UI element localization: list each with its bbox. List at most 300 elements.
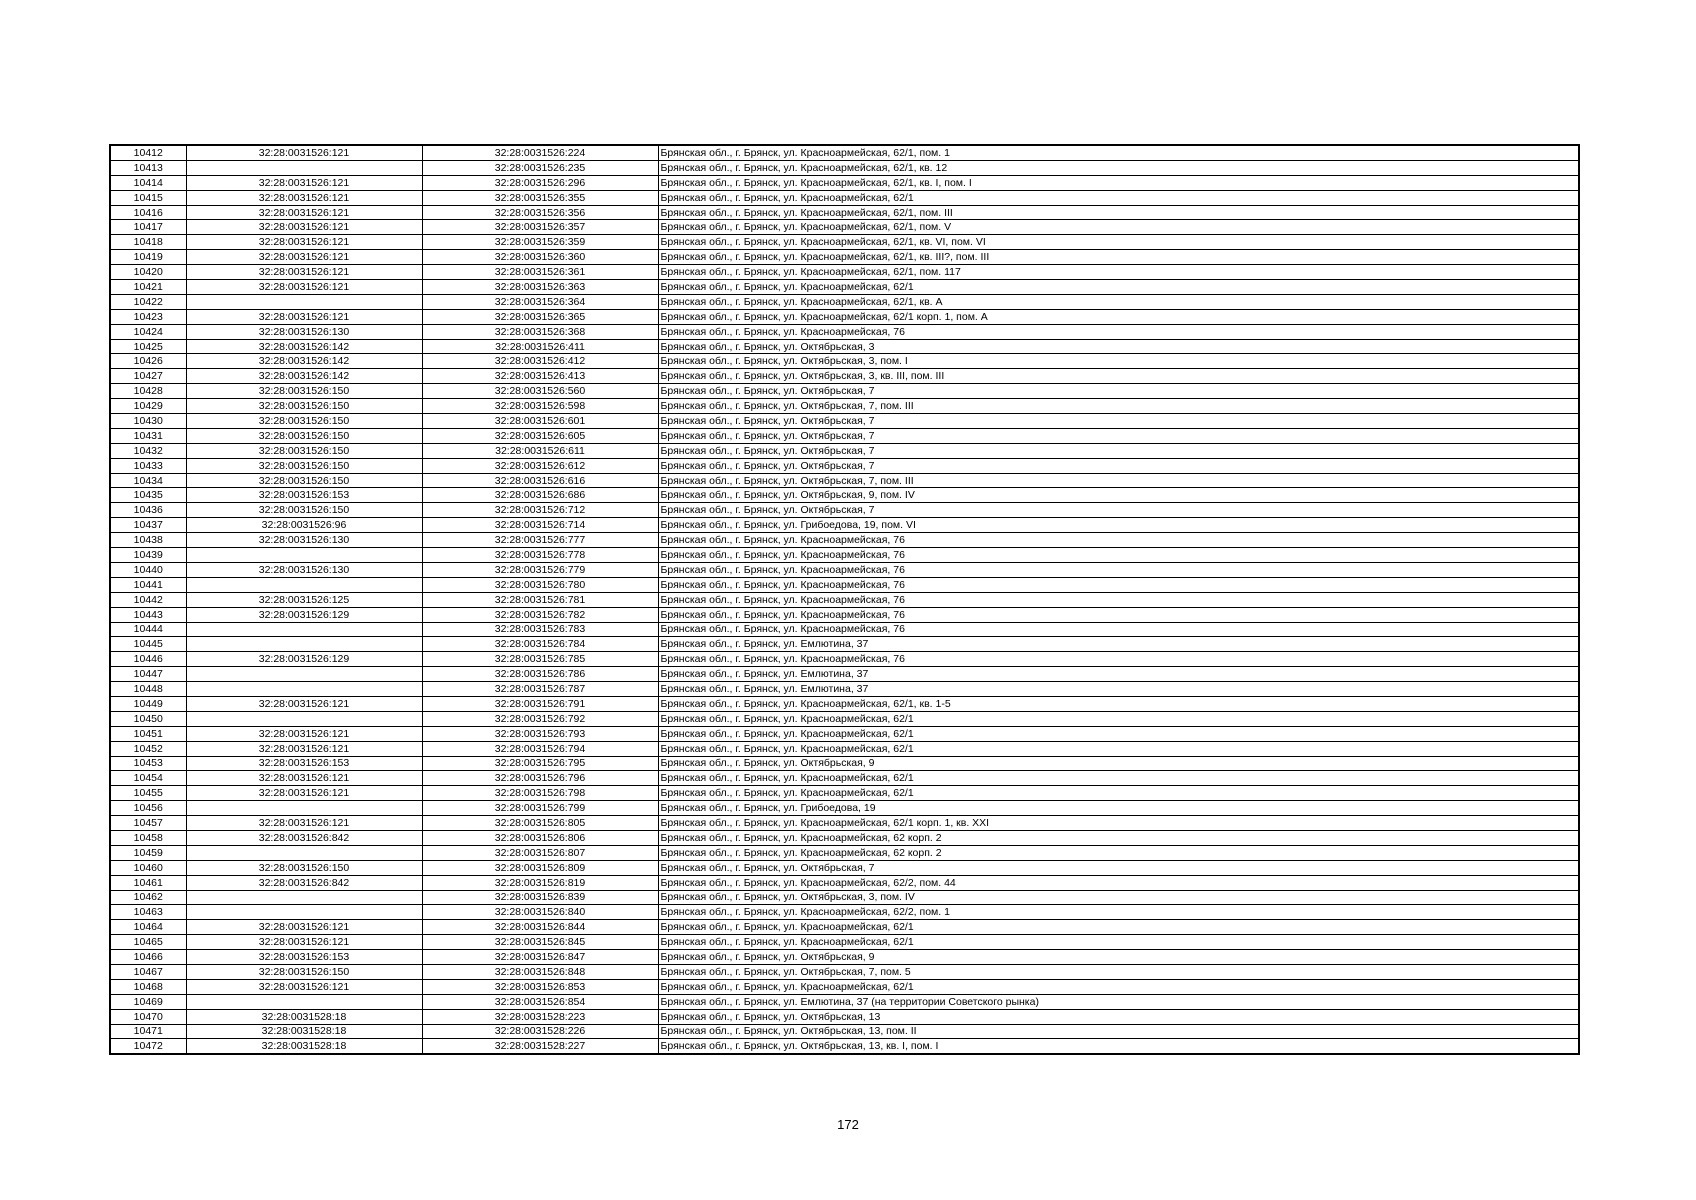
parent-cadastral-cell: 32:28:0031526:842 bbox=[186, 830, 422, 845]
cadastral-number-cell: 32:28:0031526:854 bbox=[422, 994, 658, 1009]
address-cell: Брянская обл., г. Брянск, ул. Октябрьская, 7 bbox=[658, 384, 1579, 399]
parent-cadastral-cell: 32:28:0031526:150 bbox=[186, 860, 422, 875]
parent-cadastral-cell: 32:28:0031526:129 bbox=[186, 652, 422, 667]
cadastral-number-cell: 32:28:0031528:227 bbox=[422, 1039, 658, 1054]
table-row bbox=[110, 428, 1579, 443]
table-row bbox=[110, 1039, 1579, 1054]
parent-cadastral-cell: 32:28:0031526:150 bbox=[186, 428, 422, 443]
cadastral-number-cell: 32:28:0031526:560 bbox=[422, 384, 658, 399]
row-number-cell: 10445 bbox=[110, 637, 186, 652]
parent-cadastral-cell bbox=[186, 994, 422, 1009]
table-row bbox=[110, 816, 1579, 831]
cadastral-number-cell: 32:28:0031526:412 bbox=[422, 354, 658, 369]
table-row bbox=[110, 160, 1579, 175]
table-row bbox=[110, 667, 1579, 682]
address-cell: Брянская обл., г. Брянск, ул. Красноармейская, 62/1, пом. 1 bbox=[658, 145, 1579, 160]
cadastral-number-cell: 32:28:0031526:781 bbox=[422, 592, 658, 607]
address-cell: Брянская обл., г. Брянск, ул. Емлютина, 37 (на территории Советского рынка) bbox=[658, 994, 1579, 1009]
row-number-cell: 10455 bbox=[110, 786, 186, 801]
cadastral-number-cell: 32:28:0031526:611 bbox=[422, 443, 658, 458]
parent-cadastral-cell: 32:28:0031528:18 bbox=[186, 1024, 422, 1039]
table-row bbox=[110, 488, 1579, 503]
address-cell: Брянская обл., г. Брянск, ул. Октябрьская, 3, кв. III, пом. III bbox=[658, 369, 1579, 384]
row-number-cell: 10421 bbox=[110, 280, 186, 295]
table-row bbox=[110, 399, 1579, 414]
row-number-cell: 10427 bbox=[110, 369, 186, 384]
table-row bbox=[110, 756, 1579, 771]
address-cell: Брянская обл., г. Брянск, ул. Красноармейская, 62/1 bbox=[658, 935, 1579, 950]
row-number-cell: 10449 bbox=[110, 696, 186, 711]
address-cell: Брянская обл., г. Брянск, ул. Октябрьская, 7 bbox=[658, 503, 1579, 518]
table-row bbox=[110, 830, 1579, 845]
parent-cadastral-cell: 32:28:0031526:121 bbox=[186, 190, 422, 205]
table-row bbox=[110, 384, 1579, 399]
table-row bbox=[110, 994, 1579, 1009]
row-number-cell: 10460 bbox=[110, 860, 186, 875]
row-number-cell: 10466 bbox=[110, 950, 186, 965]
table-row bbox=[110, 920, 1579, 935]
address-cell: Брянская обл., г. Брянск, ул. Красноармейская, 62 корп. 2 bbox=[658, 830, 1579, 845]
row-number-cell: 10430 bbox=[110, 414, 186, 429]
parent-cadastral-cell: 32:28:0031526:121 bbox=[186, 175, 422, 190]
table-row bbox=[110, 577, 1579, 592]
cadastral-number-cell: 32:28:0031526:360 bbox=[422, 250, 658, 265]
row-number-cell: 10432 bbox=[110, 443, 186, 458]
address-cell: Брянская обл., г. Брянск, ул. Октябрьская, 3 bbox=[658, 339, 1579, 354]
row-number-cell: 10458 bbox=[110, 830, 186, 845]
row-number-cell: 10472 bbox=[110, 1039, 186, 1054]
row-number-cell: 10437 bbox=[110, 518, 186, 533]
row-number-cell: 10463 bbox=[110, 905, 186, 920]
parent-cadastral-cell bbox=[186, 548, 422, 563]
table-row bbox=[110, 935, 1579, 950]
cadastral-number-cell: 32:28:0031526:224 bbox=[422, 145, 658, 160]
row-number-cell: 10467 bbox=[110, 964, 186, 979]
row-number-cell: 10436 bbox=[110, 503, 186, 518]
cadastral-number-cell: 32:28:0031526:365 bbox=[422, 309, 658, 324]
row-number-cell: 10446 bbox=[110, 652, 186, 667]
parent-cadastral-cell: 32:28:0031526:150 bbox=[186, 399, 422, 414]
row-number-cell: 10418 bbox=[110, 235, 186, 250]
table-body bbox=[110, 145, 1579, 1054]
row-number-cell: 10438 bbox=[110, 533, 186, 548]
cadastral-number-cell: 32:28:0031526:411 bbox=[422, 339, 658, 354]
address-cell: Брянская обл., г. Брянск, ул. Октябрьская, 7 bbox=[658, 860, 1579, 875]
parent-cadastral-cell: 32:28:0031526:150 bbox=[186, 473, 422, 488]
address-cell: Брянская обл., г. Брянск, ул. Красноармейская, 62/1 bbox=[658, 711, 1579, 726]
row-number-cell: 10422 bbox=[110, 294, 186, 309]
row-number-cell: 10465 bbox=[110, 935, 186, 950]
row-number-cell: 10469 bbox=[110, 994, 186, 1009]
table-row bbox=[110, 607, 1579, 622]
table-row bbox=[110, 235, 1579, 250]
cadastral-number-cell: 32:28:0031526:795 bbox=[422, 756, 658, 771]
address-cell: Брянская обл., г. Брянск, ул. Красноармейская, 62/1, пом. III bbox=[658, 205, 1579, 220]
table-row bbox=[110, 890, 1579, 905]
row-number-cell: 10429 bbox=[110, 399, 186, 414]
cadastral-number-cell: 32:28:0031526:686 bbox=[422, 488, 658, 503]
address-cell: Брянская обл., г. Брянск, ул. Октябрьская, 13, кв. I, пом. I bbox=[658, 1039, 1579, 1054]
table-row bbox=[110, 622, 1579, 637]
table-row bbox=[110, 771, 1579, 786]
parent-cadastral-cell: 32:28:0031526:121 bbox=[186, 309, 422, 324]
row-number-cell: 10439 bbox=[110, 548, 186, 563]
address-cell: Брянская обл., г. Брянск, ул. Красноармейская, 62/1 bbox=[658, 920, 1579, 935]
parent-cadastral-cell: 32:28:0031526:121 bbox=[186, 145, 422, 160]
address-cell: Брянская обл., г. Брянск, ул. Красноармейская, 76 bbox=[658, 577, 1579, 592]
parent-cadastral-cell: 32:28:0031526:121 bbox=[186, 935, 422, 950]
address-cell: Брянская обл., г. Брянск, ул. Красноармейская, 76 bbox=[658, 562, 1579, 577]
row-number-cell: 10462 bbox=[110, 890, 186, 905]
table-row bbox=[110, 265, 1579, 280]
parent-cadastral-cell: 32:28:0031526:125 bbox=[186, 592, 422, 607]
parent-cadastral-cell: 32:28:0031528:18 bbox=[186, 1039, 422, 1054]
cadastral-number-cell: 32:28:0031526:799 bbox=[422, 801, 658, 816]
address-cell: Брянская обл., г. Брянск, ул. Красноармейская, 62/1, пом. V bbox=[658, 220, 1579, 235]
table-row bbox=[110, 473, 1579, 488]
row-number-cell: 10428 bbox=[110, 384, 186, 399]
table-row bbox=[110, 696, 1579, 711]
cadastral-number-cell: 32:28:0031526:616 bbox=[422, 473, 658, 488]
address-cell: Брянская обл., г. Брянск, ул. Октябрьская, 3, пом. IV bbox=[658, 890, 1579, 905]
address-cell: Брянская обл., г. Брянск, ул. Красноармейская, 76 bbox=[658, 652, 1579, 667]
row-number-cell: 10423 bbox=[110, 309, 186, 324]
parent-cadastral-cell: 32:28:0031528:18 bbox=[186, 1009, 422, 1024]
row-number-cell: 10471 bbox=[110, 1024, 186, 1039]
parent-cadastral-cell: 32:28:0031526:150 bbox=[186, 414, 422, 429]
row-number-cell: 10452 bbox=[110, 741, 186, 756]
row-number-cell: 10441 bbox=[110, 577, 186, 592]
cadastral-number-cell: 32:28:0031526:779 bbox=[422, 562, 658, 577]
address-cell: Брянская обл., г. Брянск, ул. Октябрьская, 9, пом. IV bbox=[658, 488, 1579, 503]
table-row bbox=[110, 369, 1579, 384]
parent-cadastral-cell: 32:28:0031526:121 bbox=[186, 235, 422, 250]
table-row bbox=[110, 652, 1579, 667]
cadastral-number-cell: 32:28:0031526:806 bbox=[422, 830, 658, 845]
parent-cadastral-cell: 32:28:0031526:842 bbox=[186, 875, 422, 890]
cadastral-number-cell: 32:28:0031526:853 bbox=[422, 979, 658, 994]
parent-cadastral-cell: 32:28:0031526:142 bbox=[186, 339, 422, 354]
cadastral-number-cell: 32:28:0031526:357 bbox=[422, 220, 658, 235]
cadastral-number-cell: 32:28:0031526:235 bbox=[422, 160, 658, 175]
table-row bbox=[110, 860, 1579, 875]
cadastral-number-cell: 32:28:0031526:839 bbox=[422, 890, 658, 905]
cadastral-number-cell: 32:28:0031526:794 bbox=[422, 741, 658, 756]
table-row bbox=[110, 309, 1579, 324]
parent-cadastral-cell bbox=[186, 905, 422, 920]
parent-cadastral-cell: 32:28:0031526:129 bbox=[186, 607, 422, 622]
parent-cadastral-cell: 32:28:0031526:96 bbox=[186, 518, 422, 533]
table-row bbox=[110, 518, 1579, 533]
row-number-cell: 10412 bbox=[110, 145, 186, 160]
cadastral-number-cell: 32:28:0031526:783 bbox=[422, 622, 658, 637]
parent-cadastral-cell: 32:28:0031526:121 bbox=[186, 696, 422, 711]
row-number-cell: 10448 bbox=[110, 682, 186, 697]
address-cell: Брянская обл., г. Брянск, ул. Красноармейская, 62/1, кв. 12 bbox=[658, 160, 1579, 175]
table-row bbox=[110, 950, 1579, 965]
parent-cadastral-cell: 32:28:0031526:121 bbox=[186, 265, 422, 280]
cadastral-number-cell: 32:28:0031526:363 bbox=[422, 280, 658, 295]
address-cell: Брянская обл., г. Брянск, ул. Емлютина, 37 bbox=[658, 637, 1579, 652]
parent-cadastral-cell: 32:28:0031526:121 bbox=[186, 280, 422, 295]
row-number-cell: 10456 bbox=[110, 801, 186, 816]
cadastral-number-cell: 32:28:0031526:796 bbox=[422, 771, 658, 786]
parent-cadastral-cell: 32:28:0031526:150 bbox=[186, 458, 422, 473]
parent-cadastral-cell: 32:28:0031526:150 bbox=[186, 384, 422, 399]
address-cell: Брянская обл., г. Брянск, ул. Красноармейская, 62/1, кв. А bbox=[658, 294, 1579, 309]
table-row bbox=[110, 875, 1579, 890]
cadastral-number-cell: 32:28:0031526:355 bbox=[422, 190, 658, 205]
table-row bbox=[110, 905, 1579, 920]
address-cell: Брянская обл., г. Брянск, ул. Октябрьская, 9 bbox=[658, 950, 1579, 965]
parent-cadastral-cell: 32:28:0031526:121 bbox=[186, 771, 422, 786]
parent-cadastral-cell: 32:28:0031526:153 bbox=[186, 756, 422, 771]
parent-cadastral-cell: 32:28:0031526:121 bbox=[186, 786, 422, 801]
table-row bbox=[110, 741, 1579, 756]
cadastral-number-cell: 32:28:0031526:791 bbox=[422, 696, 658, 711]
parent-cadastral-cell: 32:28:0031526:121 bbox=[186, 979, 422, 994]
table-row bbox=[110, 548, 1579, 563]
parent-cadastral-cell bbox=[186, 682, 422, 697]
table-row bbox=[110, 458, 1579, 473]
parent-cadastral-cell: 32:28:0031526:142 bbox=[186, 369, 422, 384]
address-cell: Брянская обл., г. Брянск, ул. Красноармейская, 62/1 bbox=[658, 726, 1579, 741]
address-cell: Брянская обл., г. Брянск, ул. Красноармейская, 62/1 bbox=[658, 741, 1579, 756]
row-number-cell: 10425 bbox=[110, 339, 186, 354]
address-cell: Брянская обл., г. Брянск, ул. Октябрьская, 13, пом. II bbox=[658, 1024, 1579, 1039]
parent-cadastral-cell: 32:28:0031526:150 bbox=[186, 443, 422, 458]
address-cell: Брянская обл., г. Брянск, ул. Октябрьская, 7 bbox=[658, 428, 1579, 443]
address-cell: Брянская обл., г. Брянск, ул. Октябрьская, 7 bbox=[658, 458, 1579, 473]
address-cell: Брянская обл., г. Брянск, ул. Красноармейская, 62/1 bbox=[658, 280, 1579, 295]
cadastral-number-cell: 32:28:0031526:809 bbox=[422, 860, 658, 875]
cadastral-number-cell: 32:28:0031526:605 bbox=[422, 428, 658, 443]
address-cell: Брянская обл., г. Брянск, ул. Красноармейская, 76 bbox=[658, 548, 1579, 563]
parent-cadastral-cell: 32:28:0031526:121 bbox=[186, 816, 422, 831]
table-row bbox=[110, 1009, 1579, 1024]
cadastral-number-cell: 32:28:0031526:777 bbox=[422, 533, 658, 548]
cadastral-number-cell: 32:28:0031526:361 bbox=[422, 265, 658, 280]
row-number-cell: 10443 bbox=[110, 607, 186, 622]
row-number-cell: 10416 bbox=[110, 205, 186, 220]
row-number-cell: 10459 bbox=[110, 845, 186, 860]
address-cell: Брянская обл., г. Брянск, ул. Красноармейская, 76 bbox=[658, 622, 1579, 637]
row-number-cell: 10424 bbox=[110, 324, 186, 339]
row-number-cell: 10415 bbox=[110, 190, 186, 205]
row-number-cell: 10413 bbox=[110, 160, 186, 175]
row-number-cell: 10420 bbox=[110, 265, 186, 280]
cadastral-number-cell: 32:28:0031526:784 bbox=[422, 637, 658, 652]
parent-cadastral-cell bbox=[186, 294, 422, 309]
table-row bbox=[110, 503, 1579, 518]
row-number-cell: 10442 bbox=[110, 592, 186, 607]
row-number-cell: 10434 bbox=[110, 473, 186, 488]
address-cell: Брянская обл., г. Брянск, ул. Красноармейская, 62 корп. 2 bbox=[658, 845, 1579, 860]
row-number-cell: 10457 bbox=[110, 816, 186, 831]
cadastral-number-cell: 32:28:0031526:413 bbox=[422, 369, 658, 384]
address-cell: Брянская обл., г. Брянск, ул. Октябрьская, 13 bbox=[658, 1009, 1579, 1024]
row-number-cell: 10450 bbox=[110, 711, 186, 726]
parent-cadastral-cell: 32:28:0031526:142 bbox=[186, 354, 422, 369]
address-cell: Брянская обл., г. Брянск, ул. Красноармейская, 76 bbox=[658, 533, 1579, 548]
parent-cadastral-cell: 32:28:0031526:121 bbox=[186, 205, 422, 220]
address-cell: Брянская обл., г. Брянск, ул. Красноармейская, 62/2, пом. 1 bbox=[658, 905, 1579, 920]
cadastral-number-cell: 32:28:0031526:819 bbox=[422, 875, 658, 890]
cadastral-number-cell: 32:28:0031526:356 bbox=[422, 205, 658, 220]
cadastral-number-cell: 32:28:0031526:296 bbox=[422, 175, 658, 190]
row-number-cell: 10444 bbox=[110, 622, 186, 637]
cadastral-number-cell: 32:28:0031526:786 bbox=[422, 667, 658, 682]
cadastral-number-cell: 32:28:0031526:845 bbox=[422, 935, 658, 950]
cadastral-number-cell: 32:28:0031526:359 bbox=[422, 235, 658, 250]
cadastral-number-cell: 32:28:0031526:840 bbox=[422, 905, 658, 920]
address-cell: Брянская обл., г. Брянск, ул. Красноармейская, 62/1, кв. I, пом. I bbox=[658, 175, 1579, 190]
parent-cadastral-cell: 32:28:0031526:121 bbox=[186, 741, 422, 756]
address-cell: Брянская обл., г. Брянск, ул. Красноармейская, 62/1, пом. 117 bbox=[658, 265, 1579, 280]
table-row bbox=[110, 592, 1579, 607]
parent-cadastral-cell bbox=[186, 160, 422, 175]
address-cell: Брянская обл., г. Брянск, ул. Грибоедова, 19 bbox=[658, 801, 1579, 816]
row-number-cell: 10451 bbox=[110, 726, 186, 741]
table-row bbox=[110, 726, 1579, 741]
address-cell: Брянская обл., г. Брянск, ул. Красноармейская, 76 bbox=[658, 592, 1579, 607]
parent-cadastral-cell bbox=[186, 577, 422, 592]
row-number-cell: 10470 bbox=[110, 1009, 186, 1024]
row-number-cell: 10454 bbox=[110, 771, 186, 786]
table-row bbox=[110, 175, 1579, 190]
address-cell: Брянская обл., г. Брянск, ул. Красноармейская, 62/1 bbox=[658, 979, 1579, 994]
cadastral-number-cell: 32:28:0031526:780 bbox=[422, 577, 658, 592]
address-cell: Брянская обл., г. Брянск, ул. Емлютина, 37 bbox=[658, 682, 1579, 697]
table-row bbox=[110, 1024, 1579, 1039]
cadastral-number-cell: 32:28:0031526:714 bbox=[422, 518, 658, 533]
row-number-cell: 10468 bbox=[110, 979, 186, 994]
table-row bbox=[110, 562, 1579, 577]
parent-cadastral-cell: 32:28:0031526:121 bbox=[186, 726, 422, 741]
parent-cadastral-cell bbox=[186, 890, 422, 905]
address-cell: Брянская обл., г. Брянск, ул. Октябрьская, 9 bbox=[658, 756, 1579, 771]
address-cell: Брянская обл., г. Брянск, ул. Красноармейская, 62/1 корп. 1, пом. А bbox=[658, 309, 1579, 324]
address-cell: Брянская обл., г. Брянск, ул. Красноармейская, 62/1 bbox=[658, 786, 1579, 801]
parent-cadastral-cell: 32:28:0031526:153 bbox=[186, 950, 422, 965]
cadastral-number-cell: 32:28:0031526:782 bbox=[422, 607, 658, 622]
table-row bbox=[110, 964, 1579, 979]
cadastral-number-cell: 32:28:0031526:601 bbox=[422, 414, 658, 429]
cadastral-number-cell: 32:28:0031528:223 bbox=[422, 1009, 658, 1024]
table-row bbox=[110, 682, 1579, 697]
row-number-cell: 10453 bbox=[110, 756, 186, 771]
address-cell: Брянская обл., г. Брянск, ул. Красноармейская, 76 bbox=[658, 607, 1579, 622]
parent-cadastral-cell bbox=[186, 637, 422, 652]
table-row bbox=[110, 145, 1579, 160]
cadastral-table bbox=[109, 144, 1580, 1055]
table-row bbox=[110, 280, 1579, 295]
table-row bbox=[110, 533, 1579, 548]
parent-cadastral-cell bbox=[186, 801, 422, 816]
row-number-cell: 10461 bbox=[110, 875, 186, 890]
parent-cadastral-cell: 32:28:0031526:130 bbox=[186, 324, 422, 339]
cadastral-number-cell: 32:28:0031526:847 bbox=[422, 950, 658, 965]
table-row bbox=[110, 637, 1579, 652]
table-row bbox=[110, 979, 1579, 994]
address-cell: Брянская обл., г. Брянск, ул. Октябрьская, 7 bbox=[658, 414, 1579, 429]
cadastral-number-cell: 32:28:0031528:226 bbox=[422, 1024, 658, 1039]
parent-cadastral-cell bbox=[186, 845, 422, 860]
table-row bbox=[110, 190, 1579, 205]
address-cell: Брянская обл., г. Брянск, ул. Красноармейская, 62/2, пом. 44 bbox=[658, 875, 1579, 890]
parent-cadastral-cell: 32:28:0031526:121 bbox=[186, 920, 422, 935]
row-number-cell: 10419 bbox=[110, 250, 186, 265]
row-number-cell: 10447 bbox=[110, 667, 186, 682]
parent-cadastral-cell: 32:28:0031526:150 bbox=[186, 964, 422, 979]
address-cell: Брянская обл., г. Брянск, ул. Октябрьская, 7, пом. III bbox=[658, 473, 1579, 488]
table-row bbox=[110, 294, 1579, 309]
cadastral-number-cell: 32:28:0031526:598 bbox=[422, 399, 658, 414]
row-number-cell: 10426 bbox=[110, 354, 186, 369]
table-row bbox=[110, 205, 1579, 220]
row-number-cell: 10464 bbox=[110, 920, 186, 935]
address-cell: Брянская обл., г. Брянск, ул. Грибоедова, 19, пом. VI bbox=[658, 518, 1579, 533]
parent-cadastral-cell bbox=[186, 667, 422, 682]
table-row bbox=[110, 220, 1579, 235]
parent-cadastral-cell: 32:28:0031526:153 bbox=[186, 488, 422, 503]
table-row bbox=[110, 443, 1579, 458]
address-cell: Брянская обл., г. Брянск, ул. Красноармейская, 62/1, кв. VI, пом. VI bbox=[658, 235, 1579, 250]
address-cell: Брянская обл., г. Брянск, ул. Красноармейская, 76 bbox=[658, 324, 1579, 339]
address-cell: Брянская обл., г. Брянск, ул. Красноармейская, 62/1, кв. III?, пом. III bbox=[658, 250, 1579, 265]
table-row bbox=[110, 845, 1579, 860]
row-number-cell: 10433 bbox=[110, 458, 186, 473]
parent-cadastral-cell: 32:28:0031526:130 bbox=[186, 562, 422, 577]
cadastral-number-cell: 32:28:0031526:798 bbox=[422, 786, 658, 801]
address-cell: Брянская обл., г. Брянск, ул. Емлютина, 37 bbox=[658, 667, 1579, 682]
address-cell: Брянская обл., г. Брянск, ул. Октябрьская, 7 bbox=[658, 443, 1579, 458]
table-row bbox=[110, 711, 1579, 726]
table-row bbox=[110, 324, 1579, 339]
cadastral-number-cell: 32:28:0031526:368 bbox=[422, 324, 658, 339]
address-cell: Брянская обл., г. Брянск, ул. Красноармейская, 62/1 корп. 1, кв. XXI bbox=[658, 816, 1579, 831]
row-number-cell: 10431 bbox=[110, 428, 186, 443]
cadastral-number-cell: 32:28:0031526:805 bbox=[422, 816, 658, 831]
table-row bbox=[110, 250, 1579, 265]
parent-cadastral-cell: 32:28:0031526:121 bbox=[186, 220, 422, 235]
cadastral-number-cell: 32:28:0031526:793 bbox=[422, 726, 658, 741]
address-cell: Брянская обл., г. Брянск, ул. Октябрьская, 7, пом. III bbox=[658, 399, 1579, 414]
cadastral-number-cell: 32:28:0031526:807 bbox=[422, 845, 658, 860]
address-cell: Брянская обл., г. Брянск, ул. Красноармейская, 62/1, кв. 1-5 bbox=[658, 696, 1579, 711]
cadastral-number-cell: 32:28:0031526:712 bbox=[422, 503, 658, 518]
cadastral-number-cell: 32:28:0031526:612 bbox=[422, 458, 658, 473]
address-cell: Брянская обл., г. Брянск, ул. Красноармейская, 62/1 bbox=[658, 190, 1579, 205]
cadastral-number-cell: 32:28:0031526:787 bbox=[422, 682, 658, 697]
table-row bbox=[110, 339, 1579, 354]
row-number-cell: 10440 bbox=[110, 562, 186, 577]
cadastral-number-cell: 32:28:0031526:778 bbox=[422, 548, 658, 563]
row-number-cell: 10435 bbox=[110, 488, 186, 503]
cadastral-number-cell: 32:28:0031526:364 bbox=[422, 294, 658, 309]
parent-cadastral-cell bbox=[186, 711, 422, 726]
parent-cadastral-cell: 32:28:0031526:130 bbox=[186, 533, 422, 548]
row-number-cell: 10414 bbox=[110, 175, 186, 190]
address-cell: Брянская обл., г. Брянск, ул. Красноармейская, 62/1 bbox=[658, 771, 1579, 786]
parent-cadastral-cell bbox=[186, 622, 422, 637]
parent-cadastral-cell: 32:28:0031526:121 bbox=[186, 250, 422, 265]
cadastral-number-cell: 32:28:0031526:785 bbox=[422, 652, 658, 667]
table-row bbox=[110, 354, 1579, 369]
address-cell: Брянская обл., г. Брянск, ул. Октябрьская, 7, пом. 5 bbox=[658, 964, 1579, 979]
table-row bbox=[110, 414, 1579, 429]
cadastral-number-cell: 32:28:0031526:844 bbox=[422, 920, 658, 935]
